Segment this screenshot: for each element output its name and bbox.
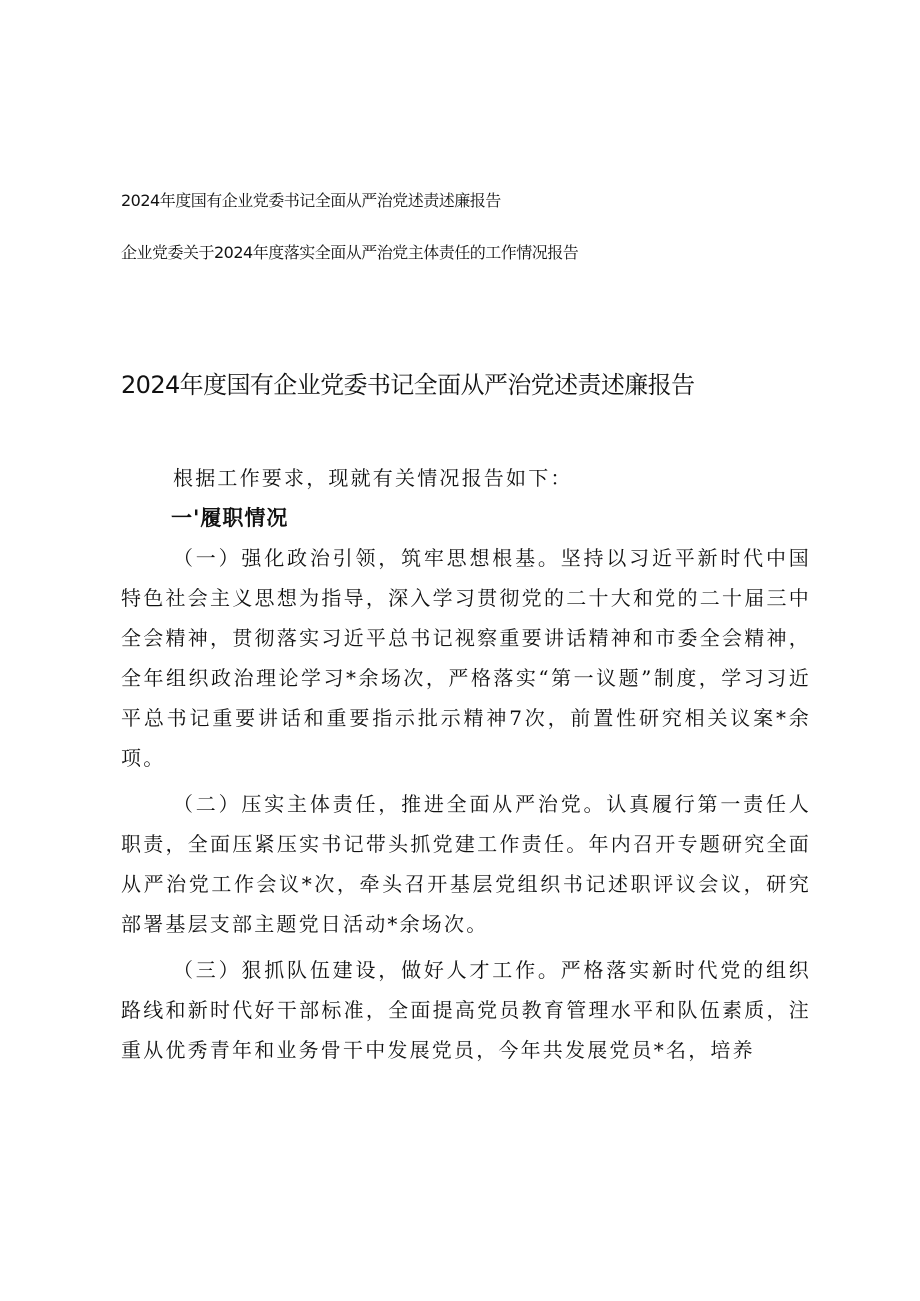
intro-paragraph: 根据工作要求，现就有关情况报告如下： — [173, 466, 573, 490]
paragraph-political-guidance: （一）强化政治引领，筑牢思想根基。坚持以习近平新时代中国特色社会主义思想为指导，深入学习贯彻党的二十大和党的二十届三中全会精神，贯彻落实习近平总书记视察重要讲话精神和市委全会精神，全年组织政治理论学习*余场次，严格落实“第一议题”制度，学习习近平总书记重要讲话和重要指示批示精神7次，前置性研究相关议案*余项。 — [121, 546, 811, 770]
document-body — [121, 458, 811, 1076]
document-title: 2024年度国有企业党委书记全面从严治党述责述廉报告 — [121, 371, 695, 399]
paragraph-team-building: （三）狠抓队伍建设，做好人才工作。严格落实新时代党的组织路线和新时代好干部标准，全面提高党员教育管理水平和队伍素质，注重从优秀青年和业务骨干中发展党员，今年共发展党员*名，培养 — [121, 958, 811, 1062]
table-of-contents — [121, 186, 821, 290]
section-heading: 一'履职情况 — [171, 506, 289, 530]
toc-item-1[interactable]: 2024年度国有企业党委书记全面从严治党述责述廉报告 — [121, 191, 501, 210]
paragraph-main-responsibility: （二）压实主体责任，推进全面从严治党。认真履行第一责任人职责，全面压紧压实书记带头抓党建工作责任。年内召开专题研究全面从严治党工作会议*次，牵头召开基层党组织书记述职评议会议，研究部署基层支部主题党日活动*余场次。 — [121, 792, 811, 936]
toc-item-2[interactable]: 企业党委关于2024年度落实全面从严治党主体责任的工作情况报告 — [121, 243, 579, 262]
